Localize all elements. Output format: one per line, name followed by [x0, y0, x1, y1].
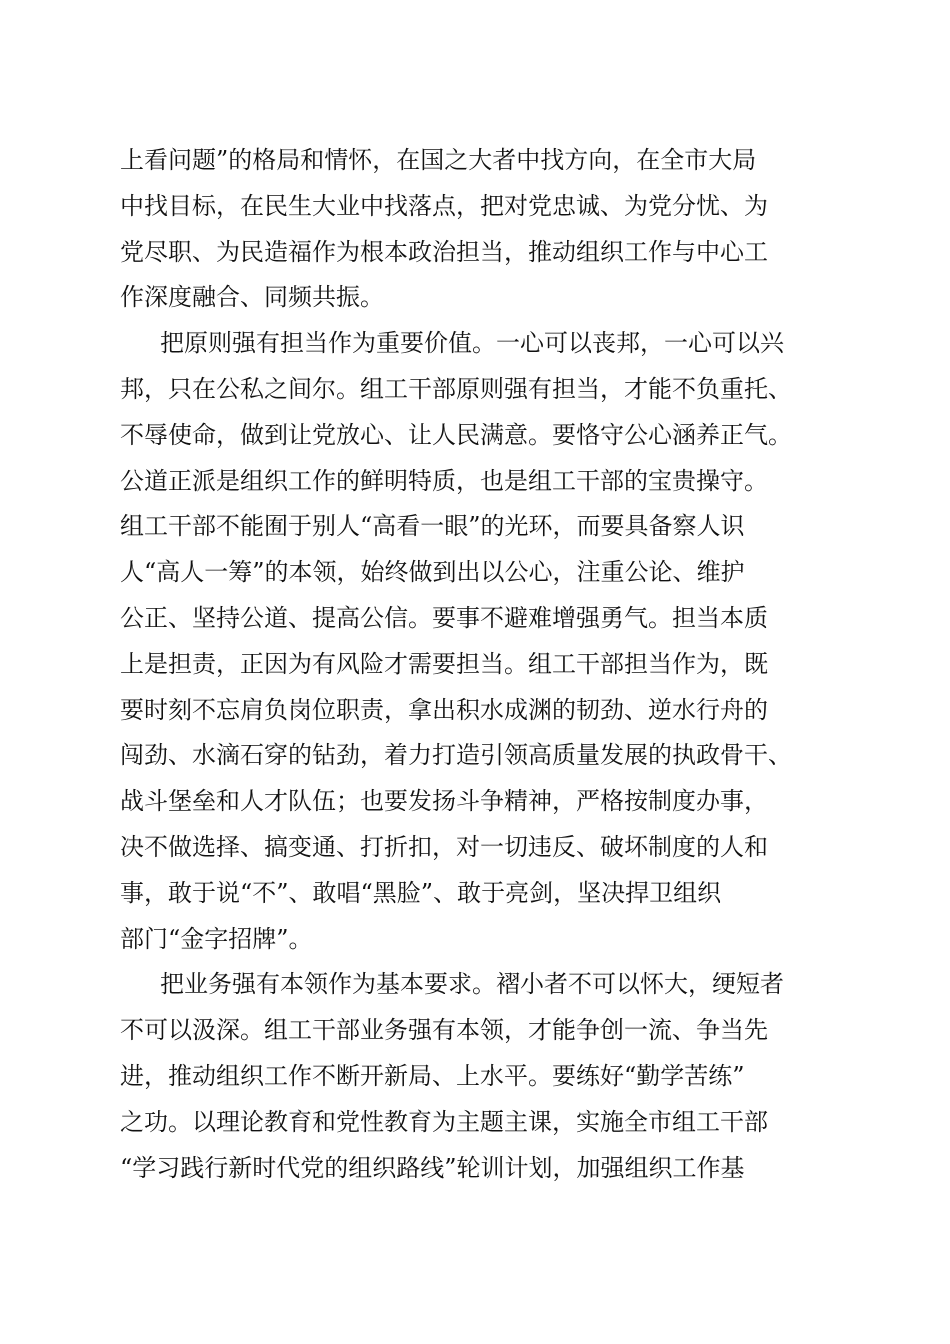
text-line: 公道正派是组织工作的鲜明特质，也是组工干部的宝贵操守。 [120, 466, 768, 495]
text-line: 不辱使命，做到让党放心、让人民满意。要恪守公心涵养正气。 [120, 420, 792, 449]
text-line: 上是担责，正因为有风险才需要担当。组工干部担当作为，既 [120, 649, 768, 678]
text-line: 战斗堡垒和人才队伍；也要发扬斗争精神，严格按制度办事， [120, 787, 768, 816]
text-line: 党尽职、为民造福作为根本政治担当，推动组织工作与中心工 [120, 237, 768, 266]
text-line: 要时刻不忘肩负岗位职责，拿出积水成渊的韧劲、逆水行舟的 [120, 695, 768, 724]
text-line: 事，敢于说“不”、敢唱“黑脸”、敢于亮剑，坚决捍卫组织 [120, 878, 722, 907]
text-line: 决不做选择、搞变通、打折扣，对一切违反、破坏制度的人和 [120, 832, 768, 861]
text-line: 作深度融合、同频共振。 [120, 283, 384, 312]
text-line: 不可以汲深。组工干部业务强有本领，才能争创一流、争当先 [120, 1016, 768, 1045]
text-line: 邦，只在公私之间尔。组工干部原则强有担当，才能不负重托、 [120, 374, 792, 403]
text-line: 闯劲、水滴石穿的钻劲，着力打造引领高质量发展的执政骨干、 [120, 741, 792, 770]
paragraph-start-line: 把业务强有本领作为基本要求。褶小者不可以怀大，绠短者 [160, 970, 784, 999]
text-line: 上看问题”的格局和情怀，在国之大者中找方向，在全市大局 [120, 146, 757, 174]
text-line: 人“高人一筹”的本领，始终做到出以公心，注重公论、维护 [120, 558, 745, 587]
text-line: “学习践行新时代党的组织路线”轮训计划，加强组织工作基 [120, 1153, 745, 1182]
document-body [120, 138, 840, 1191]
text-line: 公正、坚持公道、提高公信。要事不避难增强勇气。担当本质 [120, 603, 768, 632]
text-line: 进，推动组织工作不断开新局、上水平。要练好“勤学苦练” [120, 1061, 745, 1090]
text-line: 组工干部不能囿于别人“高看一眼”的光环，而要具备察人识 [120, 512, 745, 541]
text-line: 中找目标，在民生大业中找落点，把对党忠诚、为党分忧、为 [120, 191, 768, 220]
text-line: 部门“金字招牌”。 [120, 924, 313, 953]
paragraph-start-line: 把原则强有担当作为重要价值。一心可以丧邦，一心可以兴 [160, 329, 784, 358]
text-line: 之功。以理论教育和党性教育为主题主课，实施全市组工干部 [120, 1107, 768, 1136]
